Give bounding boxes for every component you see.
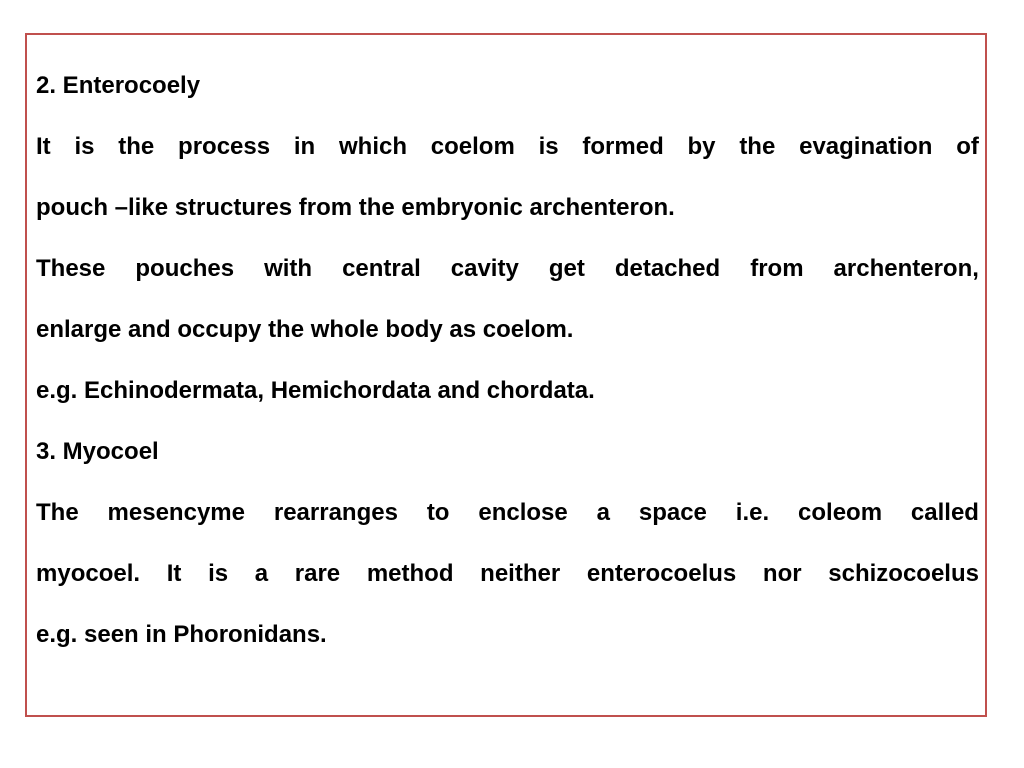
word: enclose bbox=[478, 499, 568, 526]
enterocoely-line-2: pouch –like structures from the embryonic archenteron. bbox=[36, 194, 675, 221]
word: archenteron, bbox=[833, 255, 979, 282]
word: enterocoelus bbox=[586, 560, 737, 587]
heading-myocoel: 3. Myocoel bbox=[36, 438, 159, 465]
word: is bbox=[538, 133, 559, 160]
enterocoely-line-4: enlarge and occupy the whole body as coelom. bbox=[36, 316, 574, 343]
word: neither bbox=[480, 560, 561, 587]
heading-enterocoely: 2. Enterocoely bbox=[36, 72, 201, 99]
word: central bbox=[342, 255, 421, 282]
word: of bbox=[956, 133, 979, 160]
word: The bbox=[36, 499, 79, 526]
slide-text-body bbox=[36, 55, 979, 665]
word: the bbox=[118, 133, 155, 160]
word: It bbox=[166, 560, 182, 587]
word: which bbox=[338, 133, 407, 160]
word: the bbox=[739, 133, 776, 160]
word: coelom bbox=[430, 133, 515, 160]
word: process bbox=[178, 133, 271, 160]
myocoel-line-1 bbox=[36, 482, 979, 543]
word: detached bbox=[614, 255, 721, 282]
word: mesencyme bbox=[107, 499, 245, 526]
word: cavity bbox=[450, 255, 519, 282]
word: These bbox=[36, 255, 106, 282]
word: a bbox=[254, 560, 269, 587]
word: nor bbox=[762, 560, 802, 587]
myocoel-line-2 bbox=[36, 543, 979, 604]
word: is bbox=[74, 133, 95, 160]
word: It bbox=[36, 133, 51, 160]
word: rearranges bbox=[273, 499, 398, 526]
word: space bbox=[638, 499, 707, 526]
word: i.e. bbox=[735, 499, 770, 526]
word: myocoel. bbox=[36, 560, 141, 587]
word: a bbox=[596, 499, 610, 526]
word: get bbox=[548, 255, 585, 282]
word: by bbox=[687, 133, 716, 160]
word: coleom bbox=[798, 499, 883, 526]
word: pouches bbox=[135, 255, 235, 282]
word: to bbox=[426, 499, 450, 526]
word: evagination bbox=[799, 133, 933, 160]
word: schizocoelus bbox=[828, 560, 979, 587]
enterocoely-line-3 bbox=[36, 238, 979, 299]
myocoel-line-3: e.g. seen in Phoronidans. bbox=[36, 621, 327, 648]
enterocoely-line-1 bbox=[36, 116, 979, 177]
word: called bbox=[910, 499, 979, 526]
word: with bbox=[264, 255, 313, 282]
word: formed bbox=[582, 133, 664, 160]
word: method bbox=[366, 560, 454, 587]
word: is bbox=[208, 560, 229, 587]
word: rare bbox=[294, 560, 341, 587]
word: from bbox=[750, 255, 804, 282]
word: in bbox=[293, 133, 316, 160]
enterocoely-examples: e.g. Echinodermata, Hemichordata and chordata. bbox=[36, 377, 595, 404]
